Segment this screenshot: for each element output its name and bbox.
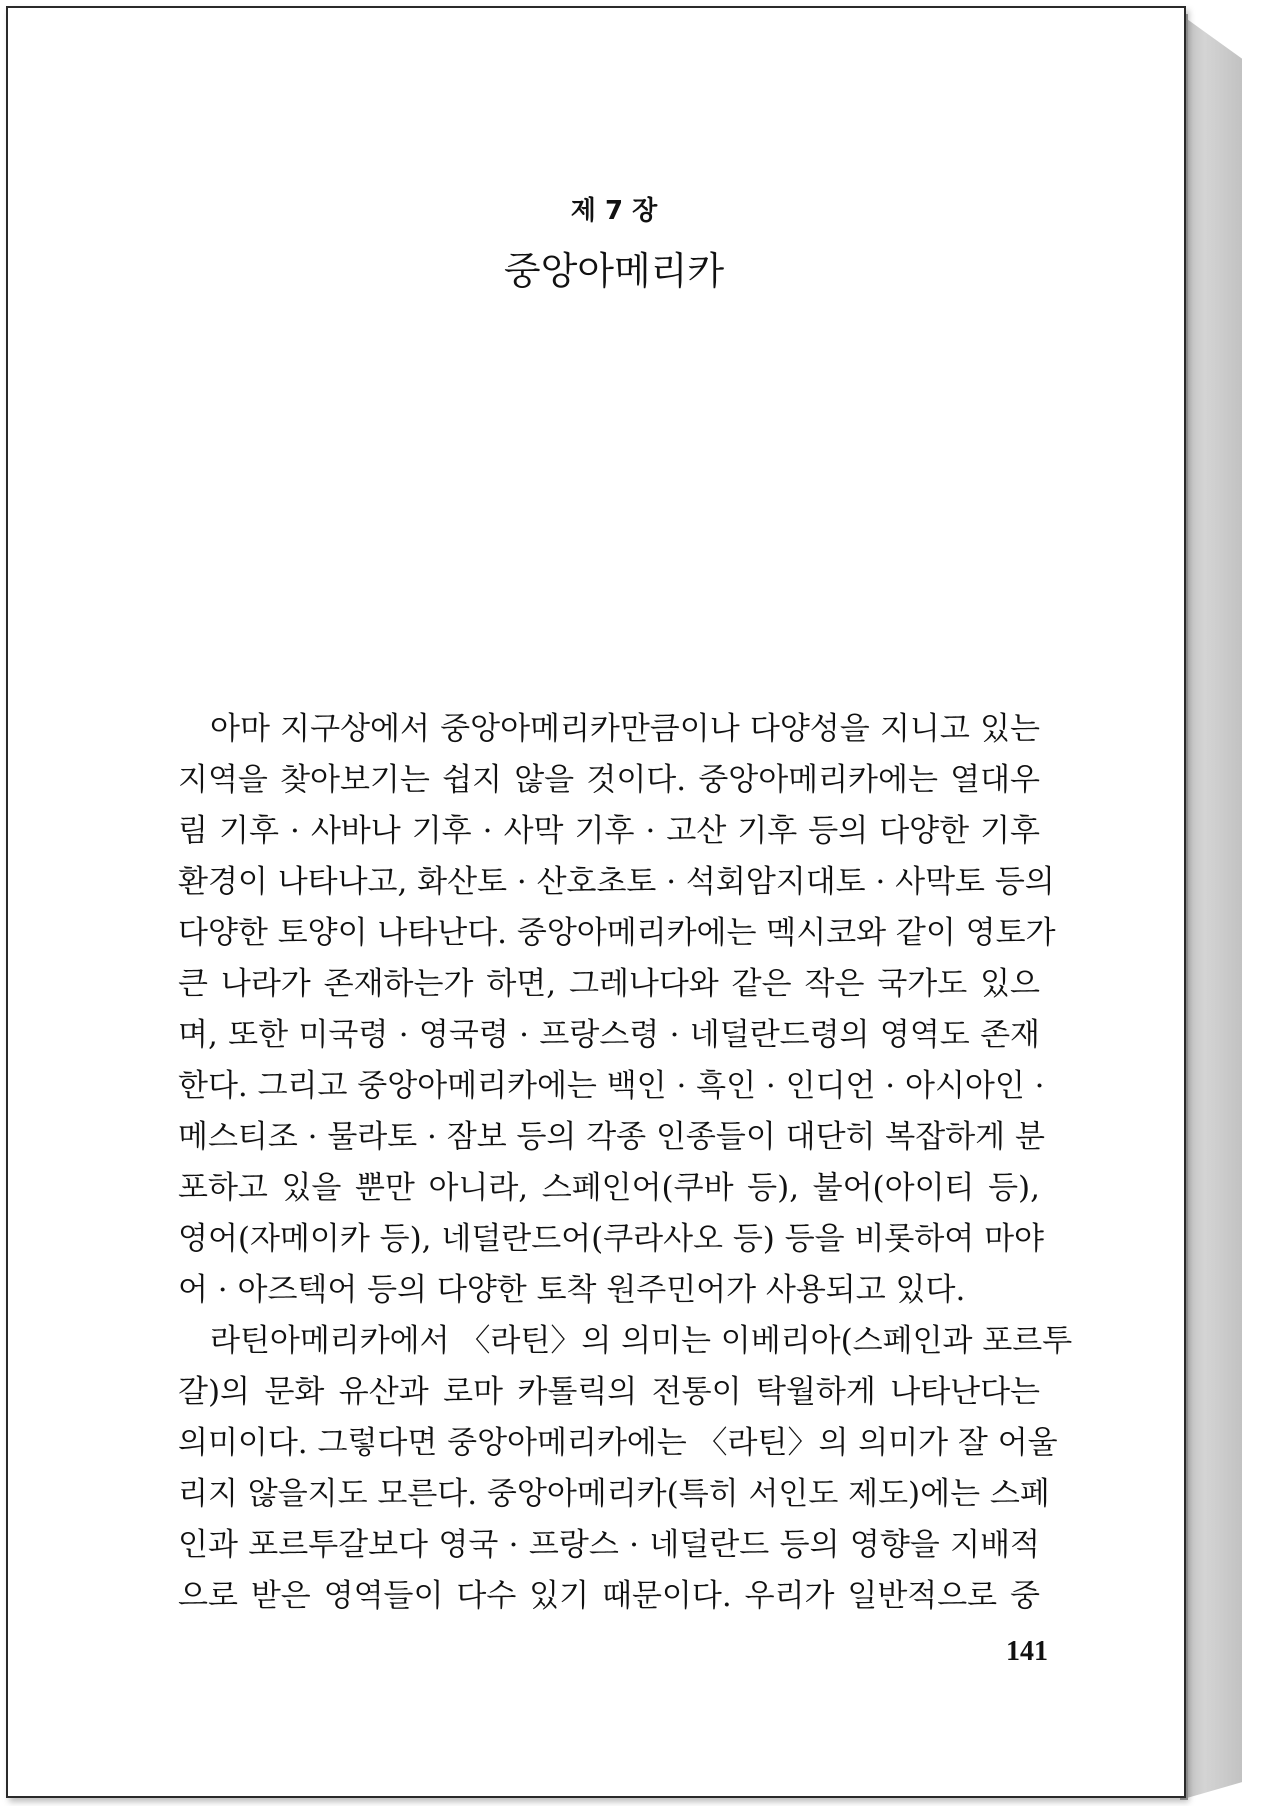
text-line: 갈)의 문화 유산과 로마 카톨릭의 전통이 탁월하게 나타난다는 [178,1374,1040,1410]
text-line: 어 · 아즈텍어 등의 다양한 토착 원주민어가 사용되고 있다. [178,1272,966,1308]
body-text [178,704,1073,1622]
text-line: 며, 또한 미국령 · 영국령 · 프랑스령 · 네덜란드령의 영역도 존재 [178,1017,1040,1053]
paragraph-2 [178,1316,1073,1622]
text-line: 영어(자메이카 등), 네덜란드어(쿠라사오 등) 등을 비롯하여 마야 [178,1221,1045,1257]
chapter-title: 중앙아메리카 [503,249,725,293]
paragraph-1 [178,704,1056,1316]
book-page [6,6,1186,1798]
text-line: 인과 포르투갈보다 영국 · 프랑스 · 네덜란드 등의 영향을 지배적 [178,1527,1040,1563]
text-line: 메스티조 · 물라토 · 잠보 등의 각종 인종들이 대단히 복잡하게 분 [178,1119,1045,1155]
text-line: 으로 받은 영역들이 다수 있기 때문이다. 우리가 일반적으로 중 [178,1578,1040,1614]
text-line: 지역을 찾아보기는 쉽지 않을 것이다. 중앙아메리카에는 열대우 [178,762,1040,798]
text-line: 라틴아메리카에서 〈라틴〉의 의미는 이베리아(스페인과 포르투 [210,1323,1073,1359]
text-line: 한다. 그리고 중앙아메리카에는 백인 · 흑인 · 인디언 · 아시아인 · [178,1068,1045,1104]
text-line: 리지 않을지도 모른다. 중앙아메리카(특히 서인도 제도)에는 스페 [178,1476,1050,1512]
text-line: 아마 지구상에서 중앙아메리카만큼이나 다양성을 지니고 있는 [210,711,1040,747]
text-line: 포하고 있을 뿐만 아니라, 스페인어(쿠바 등), 불어(아이티 등), [178,1170,1040,1206]
text-line: 의미이다. 그렇다면 중앙아메리카에는 〈라틴〉의 의미가 잘 어울 [178,1425,1058,1461]
text-line: 림 기후 · 사바나 기후 · 사막 기후 · 고산 기후 등의 다양한 기후 [178,813,1040,849]
text-line: 환경이 나타나고, 화산토 · 산호초토 · 석회암지대토 · 사막토 등의 [178,864,1055,900]
page-number: 141 [1006,1636,1048,1667]
text-line: 큰 나라가 존재하는가 하면, 그레나다와 같은 작은 국가도 있으 [178,966,1040,1002]
text-line: 다양한 토양이 나타난다. 중앙아메리카에는 멕시코와 같이 영토가 [178,915,1056,951]
chapter-label: 제 7 장 [570,196,658,226]
book-page-edges [1180,14,1242,1800]
